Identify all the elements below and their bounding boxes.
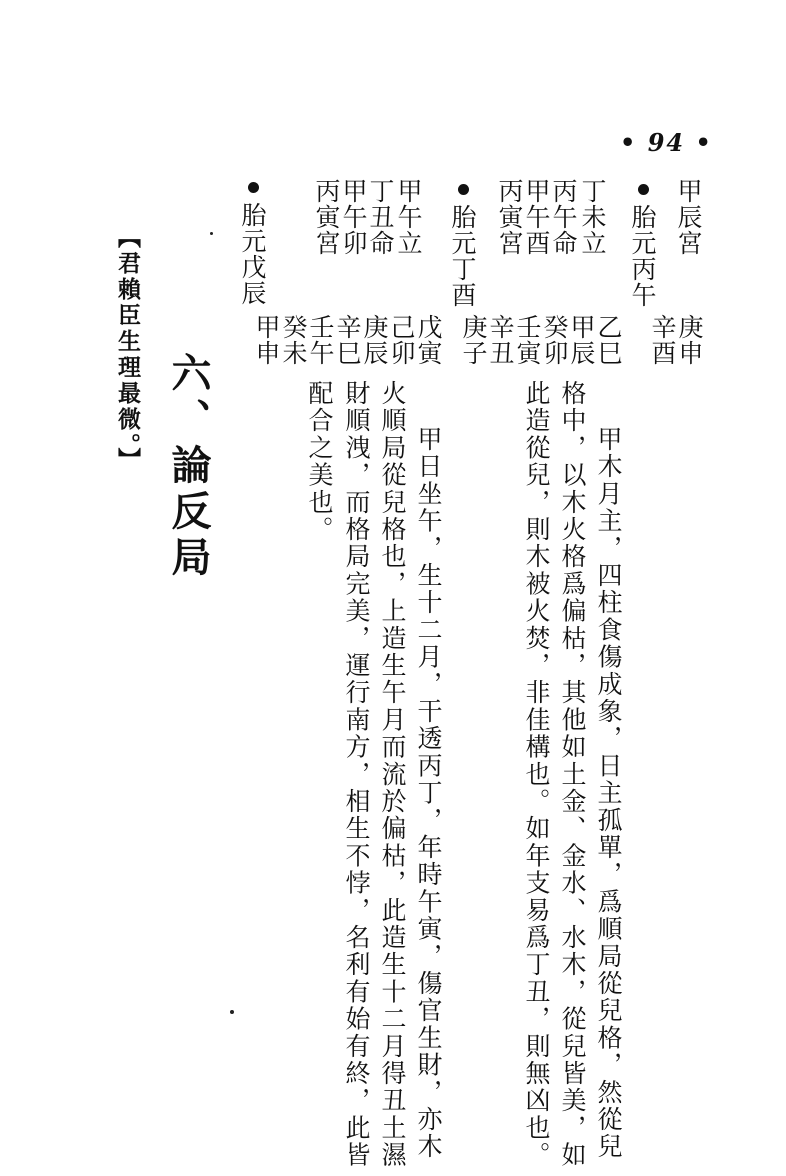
luck-5b: 己卯 [387,314,416,366]
luck-4a: 辛丑 [486,314,515,366]
chart1-taiyuan: 胎元丙午 [628,204,657,308]
luck-7a: 壬午 [306,314,335,366]
luck-6b: 辛巳 [333,314,362,366]
chart2-col-4: 丙寅宮 [312,178,341,256]
luck-7b: 癸未 [279,314,308,366]
chart2-col-3: 甲午卯 [339,178,368,256]
print-speck [230,1010,234,1014]
chart1-col-4: 丙午命 [549,178,578,256]
luck-3a: 癸卯 [540,314,569,366]
body-p2-line3: 財順洩，而格局完美，運行南方，相生不悖，名利有始有終，此皆 [342,380,371,1169]
chart2-col-1: 甲午立 [394,178,423,256]
section-heading: 六、論反局 [165,352,211,582]
chart1-col-1: 甲辰宮 [674,178,703,256]
body-p2-line4: 配合之美也。 [305,380,334,544]
chart1-bullet [638,184,649,195]
body-p2-line1: 甲日坐午，生十二月，干透丙丁，年時午寅，傷官生財，亦木 [414,426,443,1161]
page-number: • 94 • [620,128,713,157]
luck-1b: 辛酉 [648,314,677,366]
luck-2b: 甲辰 [567,314,596,366]
luck-8a: 甲申 [252,314,281,366]
luck-4b: 庚子 [459,314,488,366]
chart2-taiyuan: 胎元丁酉 [448,204,477,308]
chart3-bullet [248,182,259,193]
chart1-col-6: 丙寅宮 [495,178,524,256]
body-p1-line3: 此造從兒，則木被火焚，非佳構也。如年支易爲丁丑，則無凶也。 [522,380,551,1169]
chart1-col-3: 丁未立 [578,178,607,256]
luck-5a: 戊寅 [414,314,443,366]
chart2-col-2: 丁丑命 [366,178,395,256]
chart3-taiyuan: 胎元戊辰 [238,202,267,306]
body-p1-line1: 甲木月主，四柱食傷成象，日主孤單，爲順局從兒格，然從兒 [594,426,623,1161]
print-speck [210,232,213,235]
luck-3b: 壬寅 [513,314,542,366]
slogan: 【君賴臣生理最微。】 [114,225,140,474]
chart2-bullet [458,184,469,195]
luck-1a: 庚申 [675,314,704,366]
chart1-col-5: 甲午酉 [522,178,551,256]
luck-6a: 庚辰 [360,314,389,366]
luck-2a: 乙巳 [594,314,623,366]
body-p2-line2: 火順局從兒格也，上造生午月而流於偏枯，此造生十二月得丑土濕 [378,380,407,1169]
body-p1-line2: 格中，以木火格爲偏枯，其他如土金、金水、水木，從兒皆美，如 [558,380,587,1169]
